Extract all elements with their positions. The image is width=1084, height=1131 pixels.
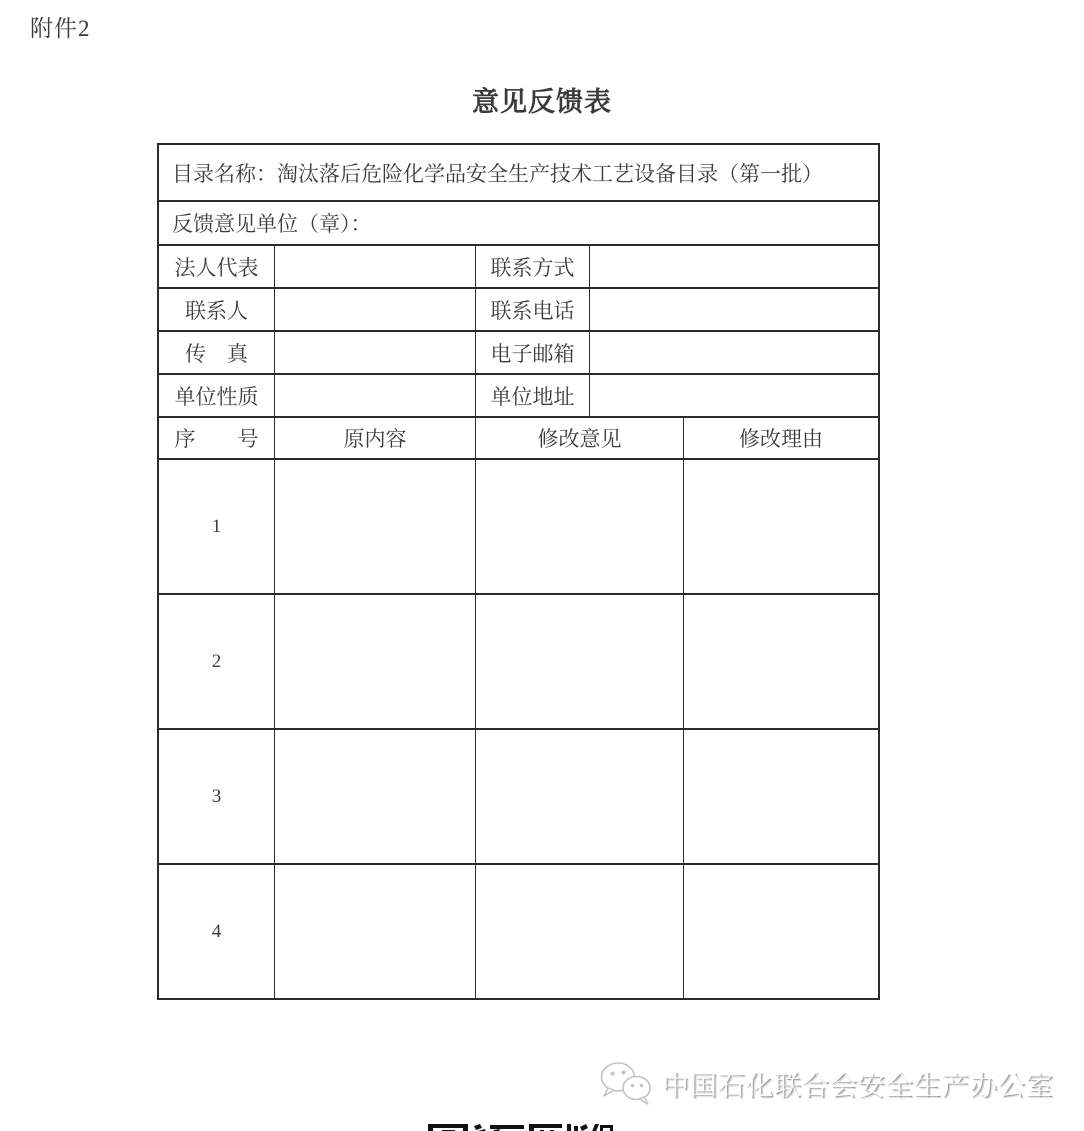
row4-original	[274, 865, 475, 998]
row2-reason	[683, 595, 878, 728]
contact-person-value	[274, 289, 475, 330]
page-title: 意见反馈表	[472, 87, 612, 117]
watermark-text: 中国石化联合会安全生产办公室	[662, 1070, 1054, 1101]
fax-value	[274, 332, 475, 373]
row3-reason	[683, 730, 878, 863]
wechat-icon	[597, 1060, 654, 1106]
detail-row-4	[159, 863, 878, 998]
reason-header: 修改理由	[683, 418, 878, 458]
detail-row-2	[159, 593, 878, 728]
suggestion-header: 修改意见	[475, 418, 683, 458]
row1-reason	[683, 460, 878, 593]
email-label: 电子邮箱	[475, 332, 589, 373]
catalog-name-row	[159, 145, 878, 200]
row2-suggestion	[475, 595, 683, 728]
row3-serial: 3	[211, 785, 222, 807]
fax-label: 传 真	[185, 341, 248, 366]
unit-address-value	[589, 375, 878, 416]
detail-row-1	[159, 458, 878, 593]
row1-serial: 1	[211, 515, 222, 537]
row1-suggestion	[475, 460, 683, 593]
row3-suggestion	[475, 730, 683, 863]
row4-suggestion	[475, 865, 683, 998]
info-row-legal-rep	[159, 244, 878, 287]
attachment-label: 附件2	[30, 16, 91, 41]
info-row-unit-nature	[159, 373, 878, 416]
contact-method-value	[589, 246, 878, 287]
unit-address-label: 单位地址	[475, 375, 589, 416]
bottom-cutoff-graphic	[428, 1121, 613, 1131]
catalog-name-cell: 目录名称：淘汰落后危险化学品安全生产技术工艺设备目录（第一批）	[172, 161, 823, 186]
row4-reason	[683, 865, 878, 998]
row4-serial: 4	[211, 920, 222, 942]
info-row-contact-person	[159, 287, 878, 330]
row3-original	[274, 730, 475, 863]
row2-original	[274, 595, 475, 728]
row1-original	[274, 460, 475, 593]
feedback-unit-cell: 反馈意见单位（章）：	[172, 212, 372, 236]
info-row-fax	[159, 330, 878, 373]
contact-method-label: 联系方式	[475, 246, 589, 287]
detail-header-row	[159, 416, 878, 458]
unit-nature-value	[274, 375, 475, 416]
contact-person-label: 联系人	[185, 298, 248, 323]
contact-phone-label: 联系电话	[475, 289, 589, 330]
contact-phone-value	[589, 289, 878, 330]
feedback-unit-row	[159, 200, 878, 244]
legal-rep-label: 法人代表	[174, 255, 259, 280]
email-value	[589, 332, 878, 373]
detail-row-3	[159, 728, 878, 863]
original-content-header: 原内容	[274, 418, 475, 458]
footer-watermark	[597, 1058, 1054, 1108]
legal-rep-value	[274, 246, 475, 287]
feedback-form-table	[157, 143, 880, 1000]
serial-header: 序 号	[174, 427, 259, 451]
row2-serial: 2	[211, 650, 222, 672]
unit-nature-label: 单位性质	[174, 384, 259, 409]
